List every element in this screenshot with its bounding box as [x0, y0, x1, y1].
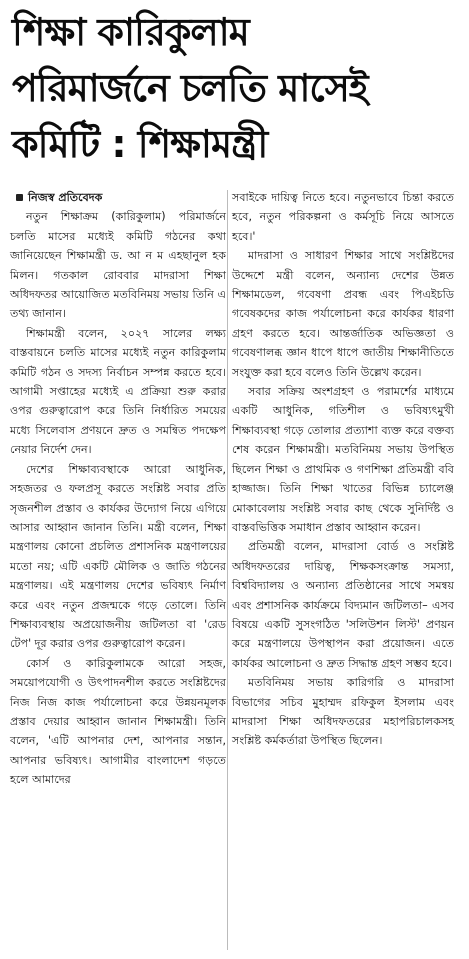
- paragraph: সবার সক্রিয় অংশগ্রহণ ও পরামর্শের মাধ্যমে একটি আধুনিক, গতিশীল ও ভবিষ্যৎমুখী শিক্ষাব্যবস্থা গড়ে তোলার প্রত্যাশা ব্যক্ত করে বক্তব্য শেষ করেন শিক্ষামন্ত্রী। মতবিনিময় সভায় উপস্থিত ছিলেন শিক্ষা ও প্রাথমিক ও গণশিক্ষা প্রতিমন্ত্রী ববি হাজ্জাজ। তিনি শিক্ষা খাতের বিভিন্ন চ্যালেঞ্জ মোকাবেলায় সংশ্লিষ্ট সবার কাছ থেকে সুনির্দিষ্ট ও বাস্তবভিত্তিক সমাধান প্রস্তাব আহ্বান করেন।: [232, 385, 454, 534]
- paragraph: নতুন শিক্ষাক্রম (কারিকুলাম) পরিমার্জনে চলতি মাসের মধ্যেই কমিটি গঠনের কথা জানিয়েছেন শিক্ষামন্ত্রী ড. আ ন ম এহছানুল হক মিলন। গতকাল রোববার মাদরাসা শিক্ষা অধিদফতর আয়োজিত মতবিনিময় সভায় তিনি এ তথ্য জানান।: [10, 210, 226, 321]
- paragraph: শিক্ষামন্ত্রী বলেন, ২০২৭ সালের লক্ষ্য বাস্তবায়নে চলতি মাসের মধ্যেই নতুন কারিকুলাম কমিটি গঠন ও সদস্য নির্বাচন সম্পন্ন করতে হবে। আগামী সপ্তাহের মধ্যেই এ প্রক্রিয়া শুরু করার ওপর গুরুত্বারোপ করে তিনি নির্ধারিত সময়ের মধ্যে সিলেবাস প্রণয়নে দ্রুত ও সমন্বিত পদক্ষেপ নেয়ার নির্দেশ দেন।: [10, 326, 226, 457]
- headline: [12, 4, 460, 172]
- paragraph: মতবিনিময় সভায় কারিগরি ও মাদরাসা বিভাগের সচিব মুহাম্মদ রফিকুল ইসলাম এবং মাদরাসা শিক্ষা অধিদফতরের মহাপরিচালকসহ সংশ্লিষ্ট কর্মকর্তারা উপস্থিত ছিলেন।: [232, 676, 454, 748]
- column-divider: [227, 190, 228, 950]
- headline-line-1: শিক্ষা কারিকুলাম: [12, 10, 249, 54]
- paragraph: সবাইকে দায়িত্ব নিতে হবে। নতুনভাবে চিন্তা করতে হবে, নতুন পরিকল্পনা ও কর্মসূচি নিয়ে আসতে হবে।': [232, 191, 454, 243]
- paragraph: দেশের শিক্ষাব্যবস্থাকে আরো আধুনিক, সহজতর ও ফলপ্রসূ করতে সংশ্লিষ্ট সবার প্রতি সৃজনশীল প্রস্তাব ও কার্যকর উদ্যোগ নিয়ে এগিয়ে আসার আহ্বান জানান তিনি। মন্ত্রী বলেন, শিক্ষা মন্ত্রণালয় কোনো প্রচলিত প্রশাসনিক মন্ত্রণালয়ের মতো নয়; এটি একটি মৌলিক ও জাতি গঠনের মন্ত্রণালয়। এই মন্ত্রণালয় দেশের ভবিষ্যৎ নির্মাণ করে এবং নতুন প্রজন্মকে গড়ে তোলে। তিনি শিক্ষাব্যবস্থায় অপ্রয়োজনীয় জটিলতা বা 'রেড টেপ' দূর করার ওপর গুরুত্বারোপ করেন।: [10, 462, 226, 651]
- paragraph: প্রতিমন্ত্রী বলেন, মাদরাসা বোর্ড ও সংশ্লিষ্ট অধিদফতরের দায়িত্ব, শিক্ষকসংক্রান্ত সমস্যা, বিশ্ববিদ্যালয় ও অন্যান্য প্রতিষ্ঠানের সাথে সমন্বয় এবং প্রশাসনিক কার্যক্রমে বিদ্যমান জটিলতা– এসব বিষয়ে একটি সুসংগঠিত 'সলিউশন লিস্ট' প্রণয়ন করে মন্ত্রণালয়ে উপস্থাপন করা প্রয়োজন। এতে কার্যকর আলোচনা ও দ্রুত সিদ্ধান্ত গ্রহণ সম্ভব হবে।: [232, 540, 454, 670]
- headline-line-3: কমিটি : শিক্ষামন্ত্রী: [12, 122, 268, 166]
- article-column-left: [10, 188, 226, 790]
- byline: [10, 188, 226, 207]
- paragraph: কোর্স ও কারিকুলামকে আরো সহজ, সময়োপযোগী ও উৎপাদনশীল করতে সংশ্লিষ্টদের নিজ নিজ কাজ পর্যালোচনা করে উন্নয়নমূলক প্রস্তাব দেয়ার আহ্বান জানান শিক্ষামন্ত্রী। তিনি বলেন, 'এটি আপনার দেশ, আপনার সন্তান, আপনার ভবিষ্যৎ। আগামীর বাংলাদেশ গড়তে হলে আমাদের: [10, 656, 226, 787]
- article-column-right: [232, 188, 454, 751]
- bullet-icon: [16, 194, 23, 201]
- headline-line-2: পরিমার্জনে চলতি মাসেই: [12, 66, 368, 110]
- byline-text: নিজস্ব প্রতিবেদক: [28, 191, 103, 204]
- paragraph: মাদরাসা ও সাধারণ শিক্ষার সাথে সংশ্লিষ্টদের উদ্দেশে মন্ত্রী বলেন, অন্যান্য দেশের উন্নত শিক্ষামডেল, গবেষণা প্রবন্ধ এবং পিএইচডি গবেষকদের কাজ পর্যালোচনা করে কার্যকর ধারণা গ্রহণ করতে হবে। আন্তর্জাতিক অভিজ্ঞতা ও গবেষণালব্ধ জ্ঞান ধাপে ধাপে জাতীয় শিক্ষানীতিতে সংযুক্ত করা হবে বলেও তিনি উল্লেখ করেন।: [232, 249, 454, 379]
